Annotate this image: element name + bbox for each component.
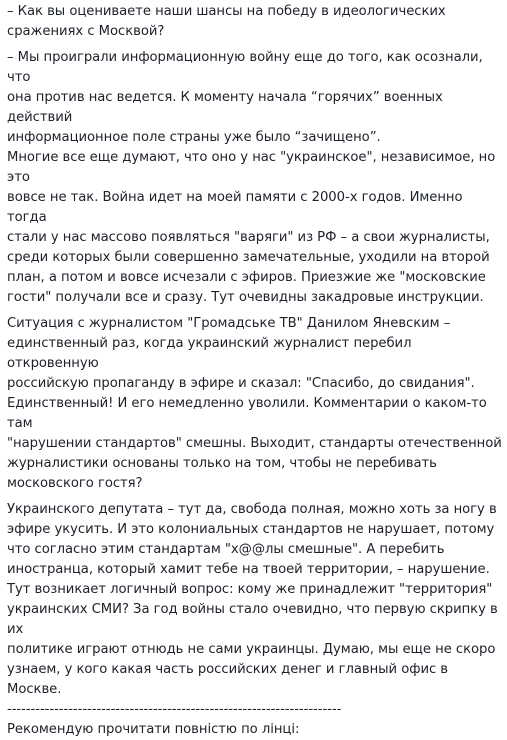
paragraph-journalist: Ситуация с журналистом "Громадське ТВ" Данилом Яневским – единственный раз, когда украинский журналист перебил откровенную российскую пропаганду в эфире и сказал: "Спасибо, до свидания". Единственный! И его немедленно уволили. Комментарии о каком-то там "нарушении стандартов" смешны. Выходит, стандарты отечественной журналистики основаны только на том, чтобы не перебивать московского гостя? [7,316,502,491]
paragraph-deputy: Украинского депутата – тут да, свобода полная, можно хоть за ногу в эфире укусить. И это колониальных стандартов не нарушает, потому что согласно этим стандартам "х@@лы смешные". А перебить иностранца, который хамит тебе на твоей территории, – нарушение. Тут возникает логичный вопрос: кому же принадлежит "территория" украинских СМИ? За год войны стало очевидно, что первую скрипку в их политике играют отнюдь не сами украинцы. Думаю, мы еще не скоро узнаем, у кого какая часть российских денег и главный офис в Москве. [7,502,498,697]
read-more-text: Рекомендую прочитати повністю по лінці: [7,722,300,737]
paragraph-question: – Как вы оцениваете наши шансы на победу в идеологических сражениях с Москвой? [7,4,446,39]
paragraph-answer: – Мы проиграли информационную войну еще до того, как осознали, что она против нас ведется. К моменту начала “горячих” военных действий информационное поле страны уже было “зачищено”. Многие все еще думают, что оно у нас "украинское", независимое, но это вовсе не так. Война идет на моей памяти с 2000-х годов. Именно тогда стали у нас массово появляться "варяги" из РФ – а свои журналисты, среди которых были совершенно замечательные, уходили на второй план, а потом и вовсе исчезали с эфиров. Приезжие же "московские гости" получали все и сразу. Тут очевидны закадровые инструкции. [7,50,496,305]
post-body [7,2,504,740]
divider-line: ----------------------------------------------------------------------- [7,702,342,717]
